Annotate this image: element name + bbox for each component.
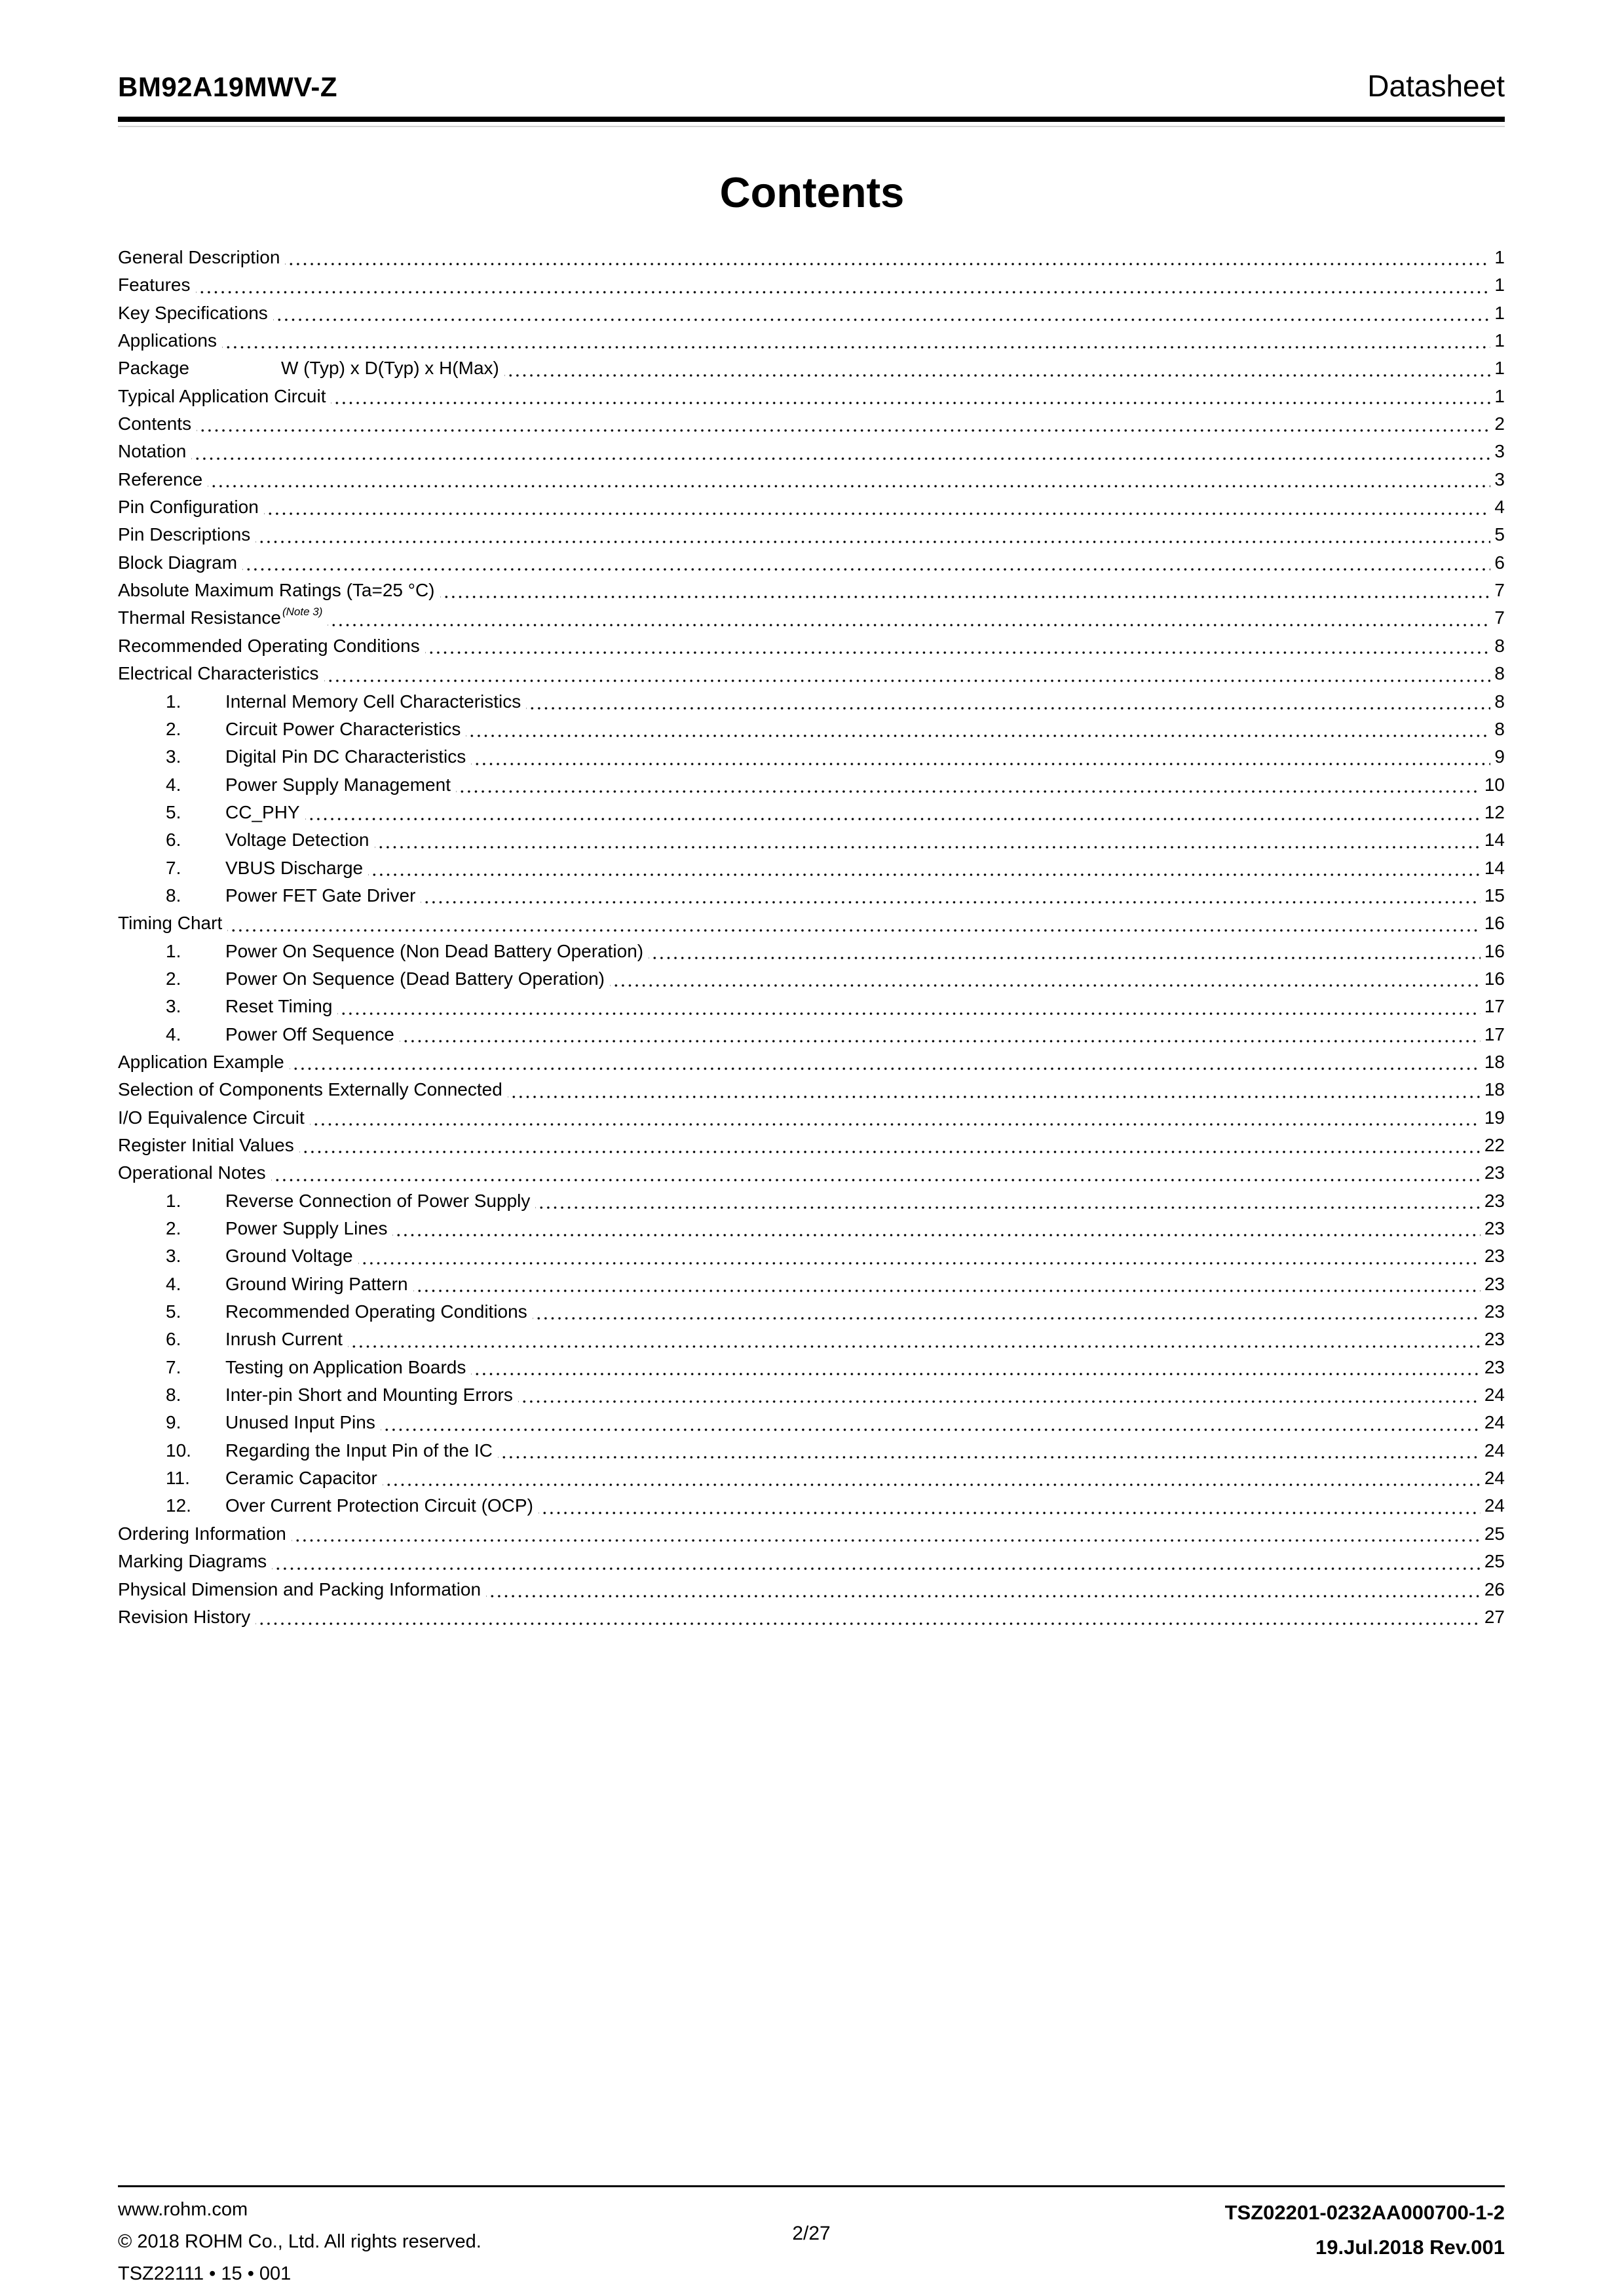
toc-dot-leader: [413, 1271, 1481, 1298]
toc-dot-leader: [504, 354, 1491, 382]
toc-item-label[interactable]: General Description: [118, 247, 280, 267]
toc-dot-leader: [508, 1076, 1481, 1103]
toc-item-label[interactable]: Physical Dimension and Packing Information: [118, 1578, 482, 1599]
toc-row: [118, 244, 1505, 271]
toc-page-number[interactable]: 15: [1484, 885, 1505, 906]
toc-dot-leader: [610, 965, 1481, 993]
toc-item-label[interactable]: Selection of Components Externally Connected: [118, 1079, 502, 1100]
toc-row: [118, 771, 1505, 799]
toc-row: [118, 854, 1505, 882]
toc-row: [118, 1215, 1505, 1242]
toc-row: [118, 1298, 1505, 1326]
toc-item-label[interactable]: I/O Equivalence Circuit: [118, 1107, 305, 1128]
toc-dot-leader: [392, 1215, 1480, 1242]
toc-item-number: 1.: [166, 940, 181, 961]
header-rule-thin: [118, 126, 1505, 127]
toc-dot-leader: [331, 383, 1490, 410]
toc-item-label[interactable]: Application Example: [118, 1051, 284, 1072]
toc-item-number: 11.: [166, 1468, 190, 1489]
toc-item-label[interactable]: Block Diagram: [118, 552, 238, 573]
toc-dot-leader: [197, 410, 1490, 438]
toc-page-number[interactable]: 23: [1484, 1162, 1505, 1183]
toc-dot-leader: [292, 1520, 1481, 1548]
toc-dot-leader: [425, 632, 1491, 660]
toc-row: [118, 1187, 1505, 1215]
toc-page-number[interactable]: 2: [1494, 413, 1505, 434]
toc-item-number: 5.: [166, 1301, 181, 1322]
toc-page-number[interactable]: 12: [1484, 801, 1505, 822]
toc-item-number: 5.: [166, 801, 181, 822]
toc-dot-leader: [285, 244, 1490, 271]
toc-dot-leader: [535, 1187, 1480, 1215]
toc-dot-leader: [255, 1603, 1481, 1631]
toc-page-number[interactable]: 24: [1484, 1385, 1505, 1406]
toc-item-number: 4.: [166, 1273, 181, 1294]
toc-item-label[interactable]: Ceramic Capacitor: [225, 1468, 377, 1489]
toc-page-number[interactable]: 17: [1484, 1024, 1505, 1044]
toc-item-label[interactable]: Absolute Maximum Ratings (Ta=25 °C): [118, 580, 435, 601]
toc-dot-leader: [375, 826, 1481, 854]
toc-row: [118, 1464, 1505, 1492]
toc-page-number[interactable]: 23: [1484, 1218, 1505, 1239]
toc-item-label[interactable]: Pin Configuration: [118, 497, 259, 518]
toc-dot-leader: [191, 438, 1490, 465]
toc-item-number: 2.: [166, 718, 181, 739]
toc-page-number[interactable]: 3: [1494, 441, 1505, 462]
toc-item-label[interactable]: Inrush Current: [225, 1329, 343, 1350]
toc-row: [118, 604, 1505, 632]
toc-item-secondary-label: W (Typ) x D(Typ) x H(Max): [280, 358, 499, 379]
toc-item-label[interactable]: Reverse Connection of Power Supply: [225, 1190, 531, 1211]
toc-row: [118, 438, 1505, 465]
toc-row: [118, 799, 1505, 826]
toc-item-label[interactable]: Recommended Operating Conditions: [118, 635, 420, 656]
toc-page-number[interactable]: 24: [1484, 1495, 1505, 1516]
toc-item-label[interactable]: Reference: [118, 469, 203, 489]
toc-item-number: 3.: [166, 746, 181, 767]
page-title: Contents: [719, 168, 905, 216]
toc-page-number[interactable]: 1: [1494, 302, 1505, 323]
toc-page-number[interactable]: 16: [1484, 913, 1505, 934]
toc-row: [118, 493, 1505, 521]
toc-item-label[interactable]: Applications: [118, 330, 217, 351]
toc-page-number[interactable]: 8: [1494, 691, 1505, 712]
toc-dot-leader: [383, 1464, 1481, 1492]
toc-page-number[interactable]: 18: [1484, 1079, 1505, 1100]
toc-item-number: 2.: [166, 1218, 181, 1239]
toc-item-label[interactable]: Digital Pin DC Characteristics: [225, 746, 466, 767]
toc-item-label[interactable]: Electrical Characteristics: [118, 663, 319, 684]
toc-row: [118, 826, 1505, 854]
toc-dot-leader: [348, 1326, 1481, 1353]
toc-item-label[interactable]: Circuit Power Characteristics: [225, 718, 461, 739]
toc-dot-leader: [400, 1021, 1481, 1048]
toc-page-number[interactable]: 23: [1484, 1246, 1505, 1267]
toc-page-number[interactable]: 23: [1484, 1356, 1505, 1377]
toc-row: [118, 1548, 1505, 1575]
toc-dot-leader: [358, 1242, 1481, 1270]
toc-item-label[interactable]: Pin Descriptions: [118, 524, 251, 545]
toc-item-number: 7.: [166, 857, 181, 878]
toc-item-label[interactable]: Power Supply Management: [225, 774, 451, 795]
toc-dot-leader: [533, 1298, 1481, 1326]
toc-dot-leader: [498, 1437, 1481, 1464]
toc-page-number[interactable]: 8: [1494, 663, 1505, 684]
toc-item-number: 4.: [166, 1024, 181, 1044]
toc-row: [118, 327, 1505, 354]
toc-row: [118, 1271, 1505, 1298]
toc-row: [118, 1076, 1505, 1103]
toc-item-label[interactable]: Ground Wiring Pattern: [225, 1273, 408, 1294]
toc-dot-leader: [272, 1548, 1481, 1575]
toc-dot-leader: [273, 299, 1491, 327]
toc-item-label[interactable]: Thermal Resistance: [118, 607, 281, 628]
toc-dot-leader: [471, 1354, 1480, 1381]
toc-item-label[interactable]: Power Supply Lines: [225, 1218, 388, 1239]
toc-item-label[interactable]: Notation: [118, 441, 187, 462]
toc-dot-leader: [456, 771, 1481, 799]
toc-row: [118, 577, 1505, 604]
toc-page-number[interactable]: 18: [1484, 1051, 1505, 1072]
toc-row: [118, 549, 1505, 577]
toc-page-number[interactable]: 1: [1494, 385, 1505, 406]
toc-page-number[interactable]: 24: [1484, 1412, 1505, 1433]
toc-row: [118, 1048, 1505, 1076]
toc-dot-leader: [290, 1048, 1481, 1076]
toc-page-number[interactable]: 17: [1484, 996, 1505, 1017]
toc-item-label[interactable]: Power FET Gate Driver: [225, 885, 416, 906]
toc-row: [118, 743, 1505, 771]
toc-row: [118, 1242, 1505, 1270]
toc-page-number[interactable]: 23: [1484, 1301, 1505, 1322]
toc-page-number[interactable]: 26: [1484, 1578, 1505, 1599]
toc-item-label[interactable]: Power On Sequence (Non Dead Battery Operation): [225, 940, 644, 961]
toc-page-number[interactable]: 3: [1494, 469, 1505, 489]
toc-dot-leader: [196, 271, 1491, 299]
toc-item-label[interactable]: Register Initial Values: [118, 1135, 294, 1155]
toc-dot-leader: [486, 1576, 1481, 1603]
toc-item-number: 6.: [166, 830, 181, 851]
toc-item-label[interactable]: Power Off Sequence: [225, 1024, 394, 1044]
toc-row: [118, 1437, 1505, 1464]
toc-row: [118, 716, 1505, 743]
toc-dot-leader: [299, 1132, 1481, 1159]
toc-page-number[interactable]: 7: [1494, 580, 1505, 601]
toc-item-label[interactable]: Power On Sequence (Dead Battery Operation): [225, 968, 605, 989]
toc-item-label[interactable]: Reset Timing: [225, 996, 333, 1017]
toc-page-number[interactable]: 1: [1494, 330, 1505, 351]
toc-row: [118, 1132, 1505, 1159]
toc-row: [118, 938, 1505, 965]
toc-page-number[interactable]: 23: [1484, 1273, 1505, 1294]
toc-dot-leader: [337, 993, 1480, 1020]
toc-item-number: 2.: [166, 968, 181, 989]
footer-doc-number: TSZ02201-0232AA000700-1-2: [1224, 2201, 1505, 2224]
toc-dot-leader: [271, 1159, 1481, 1187]
toc-item-label[interactable]: Key Specifications: [118, 302, 268, 323]
toc-row: [118, 1576, 1505, 1603]
footer-revision: 19.Jul.2018 Rev.001: [1315, 2236, 1505, 2259]
toc-dot-leader: [649, 938, 1481, 965]
part-number: BM92A19MWV-Z: [118, 71, 338, 102]
toc-item-number: 4.: [166, 774, 181, 795]
footer-left-block: [118, 2194, 792, 2290]
toc-page-number[interactable]: 19: [1484, 1107, 1505, 1128]
toc-page-number[interactable]: 25: [1484, 1551, 1505, 1572]
toc-dot-leader: [264, 493, 1491, 521]
toc-row: [118, 882, 1505, 909]
toc-row: [118, 1159, 1505, 1187]
toc-page-number[interactable]: 1: [1494, 247, 1505, 267]
toc-page-number[interactable]: 16: [1484, 940, 1505, 961]
toc-row: [118, 1104, 1505, 1132]
toc-item-label[interactable]: Ordering Information: [118, 1523, 286, 1544]
toc-row: [118, 1603, 1505, 1631]
toc-item-label[interactable]: Internal Memory Cell Characteristics: [225, 691, 521, 712]
page-footer: [118, 2194, 1505, 2290]
toc-page-number[interactable]: 6: [1494, 552, 1505, 573]
toc-row: [118, 354, 1505, 382]
toc-item-label[interactable]: CC_PHY: [225, 801, 300, 822]
toc-item-label[interactable]: Testing on Application Boards: [225, 1356, 466, 1377]
page-header: [118, 68, 1505, 104]
toc-page-number[interactable]: 8: [1494, 718, 1505, 739]
toc-dot-leader: [328, 604, 1490, 632]
toc-row: [118, 965, 1505, 993]
toc-page-number[interactable]: 16: [1484, 968, 1505, 989]
toc-dot-leader: [421, 882, 1480, 909]
toc-dot-leader: [242, 549, 1490, 577]
toc-item-label[interactable]: Operational Notes: [118, 1162, 266, 1183]
toc-dot-leader: [310, 1104, 1481, 1132]
toc-item-label[interactable]: Marking Diagrams: [118, 1551, 267, 1572]
toc-dot-leader: [440, 577, 1491, 604]
toc-dot-leader: [466, 716, 1490, 743]
toc-item-label[interactable]: Package: [118, 358, 189, 379]
toc-page-number[interactable]: 10: [1484, 774, 1505, 795]
toc-item-number: 6.: [166, 1329, 181, 1350]
toc-dot-leader: [471, 743, 1490, 771]
footer-right-block: [831, 2195, 1505, 2265]
footer-copyright: © 2018 ROHM Co., Ltd. All rights reserved.: [118, 2231, 482, 2252]
toc-item-label[interactable]: Features: [118, 275, 191, 296]
header-rule-thick: [118, 117, 1505, 122]
toc-page-number[interactable]: 22: [1484, 1135, 1505, 1155]
toc-item-label[interactable]: Timing Chart: [118, 913, 223, 934]
toc-page-number[interactable]: 1: [1494, 275, 1505, 296]
toc-item-number: 1.: [166, 1190, 181, 1211]
toc-item-number: 12.: [166, 1495, 191, 1516]
toc-dot-leader: [526, 688, 1490, 716]
toc-item-label[interactable]: Voltage Detection: [225, 830, 369, 851]
toc-dot-leader: [255, 521, 1490, 548]
toc-item-label[interactable]: Contents: [118, 413, 192, 434]
footer-rule: [118, 2185, 1505, 2187]
toc-page-number[interactable]: 9: [1494, 746, 1505, 767]
toc-page-number[interactable]: 23: [1484, 1190, 1505, 1211]
footer-website[interactable]: www.rohm.com: [118, 2199, 248, 2220]
toc-item-label[interactable]: Recommended Operating Conditions: [225, 1301, 527, 1322]
toc-page-number[interactable]: 24: [1484, 1440, 1505, 1461]
toc-page-number[interactable]: 25: [1484, 1523, 1505, 1544]
toc-page-number[interactable]: 5: [1494, 524, 1505, 545]
footer-doc-code: TSZ22111 • 15 • 001: [118, 2263, 292, 2284]
toc-item-label[interactable]: Regarding the Input Pin of the IC: [225, 1440, 493, 1461]
toc-row: [118, 410, 1505, 438]
toc-row: [118, 466, 1505, 493]
toc-row: [118, 1354, 1505, 1381]
toc-page-number[interactable]: 27: [1484, 1606, 1505, 1627]
toc-dot-leader: [227, 909, 1481, 937]
toc-dot-leader: [305, 799, 1481, 826]
toc-row: [118, 632, 1505, 660]
toc-dot-leader: [208, 466, 1490, 493]
toc-dot-leader: [538, 1492, 1481, 1520]
toc-page-number[interactable]: 23: [1484, 1329, 1505, 1350]
toc-item-number: 3.: [166, 1246, 181, 1267]
toc-dot-leader: [518, 1381, 1481, 1409]
toc-row: [118, 660, 1505, 687]
toc-dot-leader: [222, 327, 1490, 354]
toc-item-number: 10.: [166, 1440, 191, 1461]
doc-type-label: Datasheet: [1367, 69, 1505, 103]
toc-row: [118, 521, 1505, 548]
toc-item-superscript: (Note 3): [282, 605, 323, 619]
toc-row: [118, 383, 1505, 410]
toc-dot-leader: [324, 660, 1491, 687]
footer-page-indicator: 2/27: [792, 2223, 831, 2244]
toc-row: [118, 1409, 1505, 1436]
toc-page-number[interactable]: 14: [1484, 857, 1505, 878]
toc-row: [118, 993, 1505, 1020]
toc-item-label[interactable]: Ground Voltage: [225, 1246, 353, 1267]
toc-page-number[interactable]: 14: [1484, 830, 1505, 851]
toc-row: [118, 1381, 1505, 1409]
toc-page-number[interactable]: 8: [1494, 635, 1505, 656]
toc-item-label[interactable]: Unused Input Pins: [225, 1412, 375, 1433]
toc-dot-leader: [381, 1409, 1481, 1436]
toc-row: [118, 1326, 1505, 1353]
toc-dot-leader: [368, 854, 1481, 882]
toc-page-number[interactable]: 4: [1494, 497, 1505, 518]
toc-item-number: 3.: [166, 996, 181, 1017]
toc-row: [118, 1492, 1505, 1520]
toc-item-label[interactable]: Over Current Protection Circuit (OCP): [225, 1495, 533, 1516]
table-of-contents: [118, 244, 1505, 1631]
toc-item-label[interactable]: Revision History: [118, 1606, 251, 1627]
toc-page-number[interactable]: 1: [1494, 358, 1505, 379]
toc-page-number[interactable]: 7: [1494, 607, 1505, 628]
toc-item-label[interactable]: VBUS Discharge: [225, 857, 364, 878]
toc-row: [118, 688, 1505, 716]
toc-row: [118, 909, 1505, 937]
toc-item-number: 1.: [166, 691, 181, 712]
toc-item-label[interactable]: Typical Application Circuit: [118, 385, 326, 406]
toc-row: [118, 1520, 1505, 1548]
toc-item-number: 9.: [166, 1412, 181, 1433]
toc-row: [118, 299, 1505, 327]
toc-item-number: 7.: [166, 1356, 181, 1377]
toc-item-label[interactable]: Inter-pin Short and Mounting Errors: [225, 1385, 513, 1406]
toc-row: [118, 1021, 1505, 1048]
toc-item-number: 8.: [166, 885, 181, 906]
toc-row: [118, 271, 1505, 299]
toc-item-number: 8.: [166, 1385, 181, 1406]
toc-page-number[interactable]: 24: [1484, 1468, 1505, 1489]
